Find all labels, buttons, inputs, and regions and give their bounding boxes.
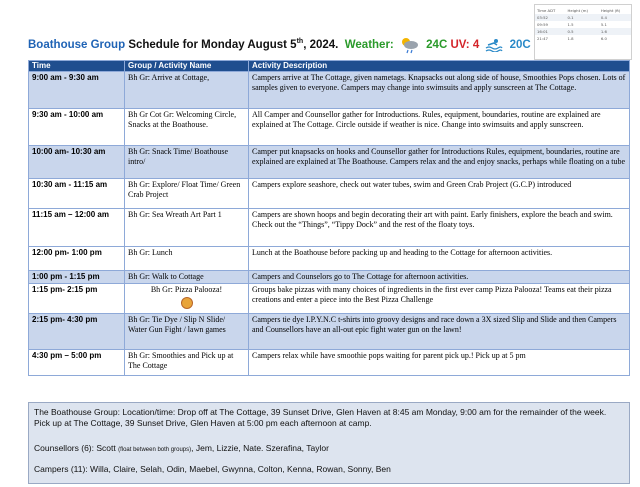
time-cell: 4:30 pm – 5:00 pm xyxy=(29,350,125,376)
activity-cell: Bh Gr: Lunch xyxy=(125,247,249,271)
description-cell: Lunch at the Boathouse before packing up and heading to the Cottage for afternoon activities. xyxy=(249,247,630,271)
tide-cell: 16:01 xyxy=(535,28,566,35)
counsellors-info xyxy=(34,443,624,456)
column-header: Activity Description xyxy=(249,61,630,72)
description-cell: Campers relax while have smoothie pops waiting for parent pick up.! Pick up at 5 pm xyxy=(249,350,630,376)
description-cell: Campers tie dye I.P.Y.N.C t-shirts into groovy designs and race down a 3X sized Slip and Slide and then Campers and Counsellors have an all-out epic fight water gun on the lawn! xyxy=(249,314,630,350)
column-header: Time xyxy=(29,61,125,72)
campers-info: Campers (11): Willa, Claire, Selah, Odin, Maebel, Gwynna, Colton, Kenna, Rowan, Sonny, Ben xyxy=(34,464,391,474)
tide-cell: 1.8 xyxy=(567,36,574,41)
footer-info xyxy=(28,402,630,484)
table-header-row xyxy=(29,61,630,72)
activity-cell: Bh Gr Cot Gr: Welcoming Circle, Snacks at the Boathouse. xyxy=(125,109,249,146)
tide-cell: 1.6 xyxy=(599,28,631,35)
tide-cell: 6.0 xyxy=(600,36,607,41)
table-row xyxy=(29,284,630,314)
cloud-sun-rain-icon xyxy=(400,36,420,54)
time-cell: 1:00 pm - 1:15 pm xyxy=(29,271,125,284)
activity-cell: Bh Gr: Walk to Cottage xyxy=(125,271,249,284)
table-row xyxy=(29,72,630,109)
time-cell: 10:00 am- 10:30 am xyxy=(29,146,125,179)
schedule-year: , 2024. xyxy=(303,39,339,52)
activity-cell: Bh Gr: Snack Time/ Boathouse intro/ xyxy=(125,146,249,179)
tide-cell: 0.5 xyxy=(566,28,599,35)
date-suffix: th xyxy=(296,38,304,46)
weather-label: Weather: xyxy=(344,39,394,52)
tide-header: Height (ft) xyxy=(600,8,621,13)
activity-cell xyxy=(125,284,249,314)
tide-header: Time ADT xyxy=(537,8,556,13)
counsellors-note: (float between both groups) xyxy=(118,447,192,453)
time-cell: 10:30 am - 11:15 am xyxy=(29,179,125,209)
group-name: Boathouse Group xyxy=(28,39,126,52)
description-cell: Campers and Counselors go to The Cottage for afternoon activities. xyxy=(249,271,630,284)
table-row xyxy=(29,179,630,209)
description-cell: Campers explore seashore, check out water tubes, swim and Green Crab Project (G.C.P) introduced xyxy=(249,179,630,209)
tide-cell: 0.4 xyxy=(599,14,631,21)
activity-label: Bh Gr: Pizza Palooza! xyxy=(150,285,223,294)
table-row xyxy=(29,109,630,146)
location-info: The Boathouse Group: Location/time: Drop off at The Cottage, 39 Sunset Drive, Glen Haven at 8:45 am Monday, 9:00 am for the remainder of the week. Pick up at The Cottage, 39 Sunset Drive, Glen Haven at 5:00 pm each afternoon at camp. xyxy=(34,407,607,428)
tide-cell: 09:59 xyxy=(537,22,548,27)
description-cell: Groups bake pizzas with many choices of ingredients in the first ever camp Pizza Palooza! Teams eat their pizza creations and enter a piece into the Best Pizza Challenge xyxy=(249,284,630,314)
water-swimmer-icon xyxy=(485,38,503,52)
description-cell: Camper put knapsacks on hooks and Counsellor gather for Introductions Rules, equipment, boundaries, routine are explained are explained at The Boathouse. Campers relax and the and enjoy snacks, perhaps while floating on a tube xyxy=(249,146,630,179)
temperature: 24C xyxy=(426,39,448,52)
column-header: Group / Activity Name xyxy=(125,61,249,72)
activity-cell: Bh Gr: Tie Dye / Slip N Slide/ Water Gun Fight / lawn games xyxy=(125,314,249,350)
counsellors-names: , Jem, Lizzie, Nate. Szerafina, Taylor xyxy=(191,443,329,453)
pizza-icon xyxy=(181,297,193,309)
tide-cell: 5.1 xyxy=(600,22,607,27)
time-cell: 1:15 pm- 2:15 pm xyxy=(29,284,125,314)
table-row xyxy=(29,271,630,284)
tide-cell: 0.1 xyxy=(566,14,599,21)
table-row xyxy=(29,314,630,350)
description-cell: Campers arrive at The Cottage, given nametags. Knapsacks out along side of house, Smoothies Pops chosen. Lots of samples given to everyone. Campers may change into swimsuits and apply sunscreen at The Cottage. xyxy=(249,72,630,109)
tide-cell: 21:47 xyxy=(537,36,548,41)
uv-index: UV: 4 xyxy=(450,39,480,52)
time-cell: 9:30 am - 10:00 am xyxy=(29,109,125,146)
table-row xyxy=(29,146,630,179)
page-title xyxy=(28,36,531,54)
table-row xyxy=(29,209,630,247)
activity-cell: Bh Gr: Arrive at Cottage, xyxy=(125,72,249,109)
schedule-date: Schedule for Monday August 5 xyxy=(125,39,297,52)
water-temperature: 20C xyxy=(509,39,531,52)
time-cell: 9:00 am - 9:30 am xyxy=(29,72,125,109)
tide-table xyxy=(534,4,632,60)
description-cell: All Camper and Counsellor gather for Introductions. Rules, equipment, boundaries, routine are explained are explained at The Cottage. Circle outside if weather is nice. Change into swimsuits and apply sunscreen. xyxy=(249,109,630,146)
tide-cell: 03:52 xyxy=(535,14,566,21)
description-cell: Campers are shown hoops and begin decorating their art with paint. Early finishers, explore the beach and swim. Check out the “Things”, “Tippy Dock” and the rest of the floaty toys. xyxy=(249,209,630,247)
counsellors-label: Counsellors (6): Scott xyxy=(34,443,119,453)
activity-cell: Bh Gr: Explore/ Float Time/ Green Crab Project xyxy=(125,179,249,209)
table-row xyxy=(29,247,630,271)
table-row xyxy=(29,350,630,376)
tide-cell: 1.5 xyxy=(567,22,574,27)
activity-cell: Bh Gr: Sea Wreath Art Part 1 xyxy=(125,209,249,247)
time-cell: 2:15 pm- 4:30 pm xyxy=(29,314,125,350)
schedule-table xyxy=(28,60,630,376)
time-cell: 12:00 pm- 1:00 pm xyxy=(29,247,125,271)
tide-header: Height (m) xyxy=(567,8,588,13)
activity-cell: Bh Gr: Smoothies and Pick up at The Cottage xyxy=(125,350,249,376)
time-cell: 11:15 am – 12:00 am xyxy=(29,209,125,247)
